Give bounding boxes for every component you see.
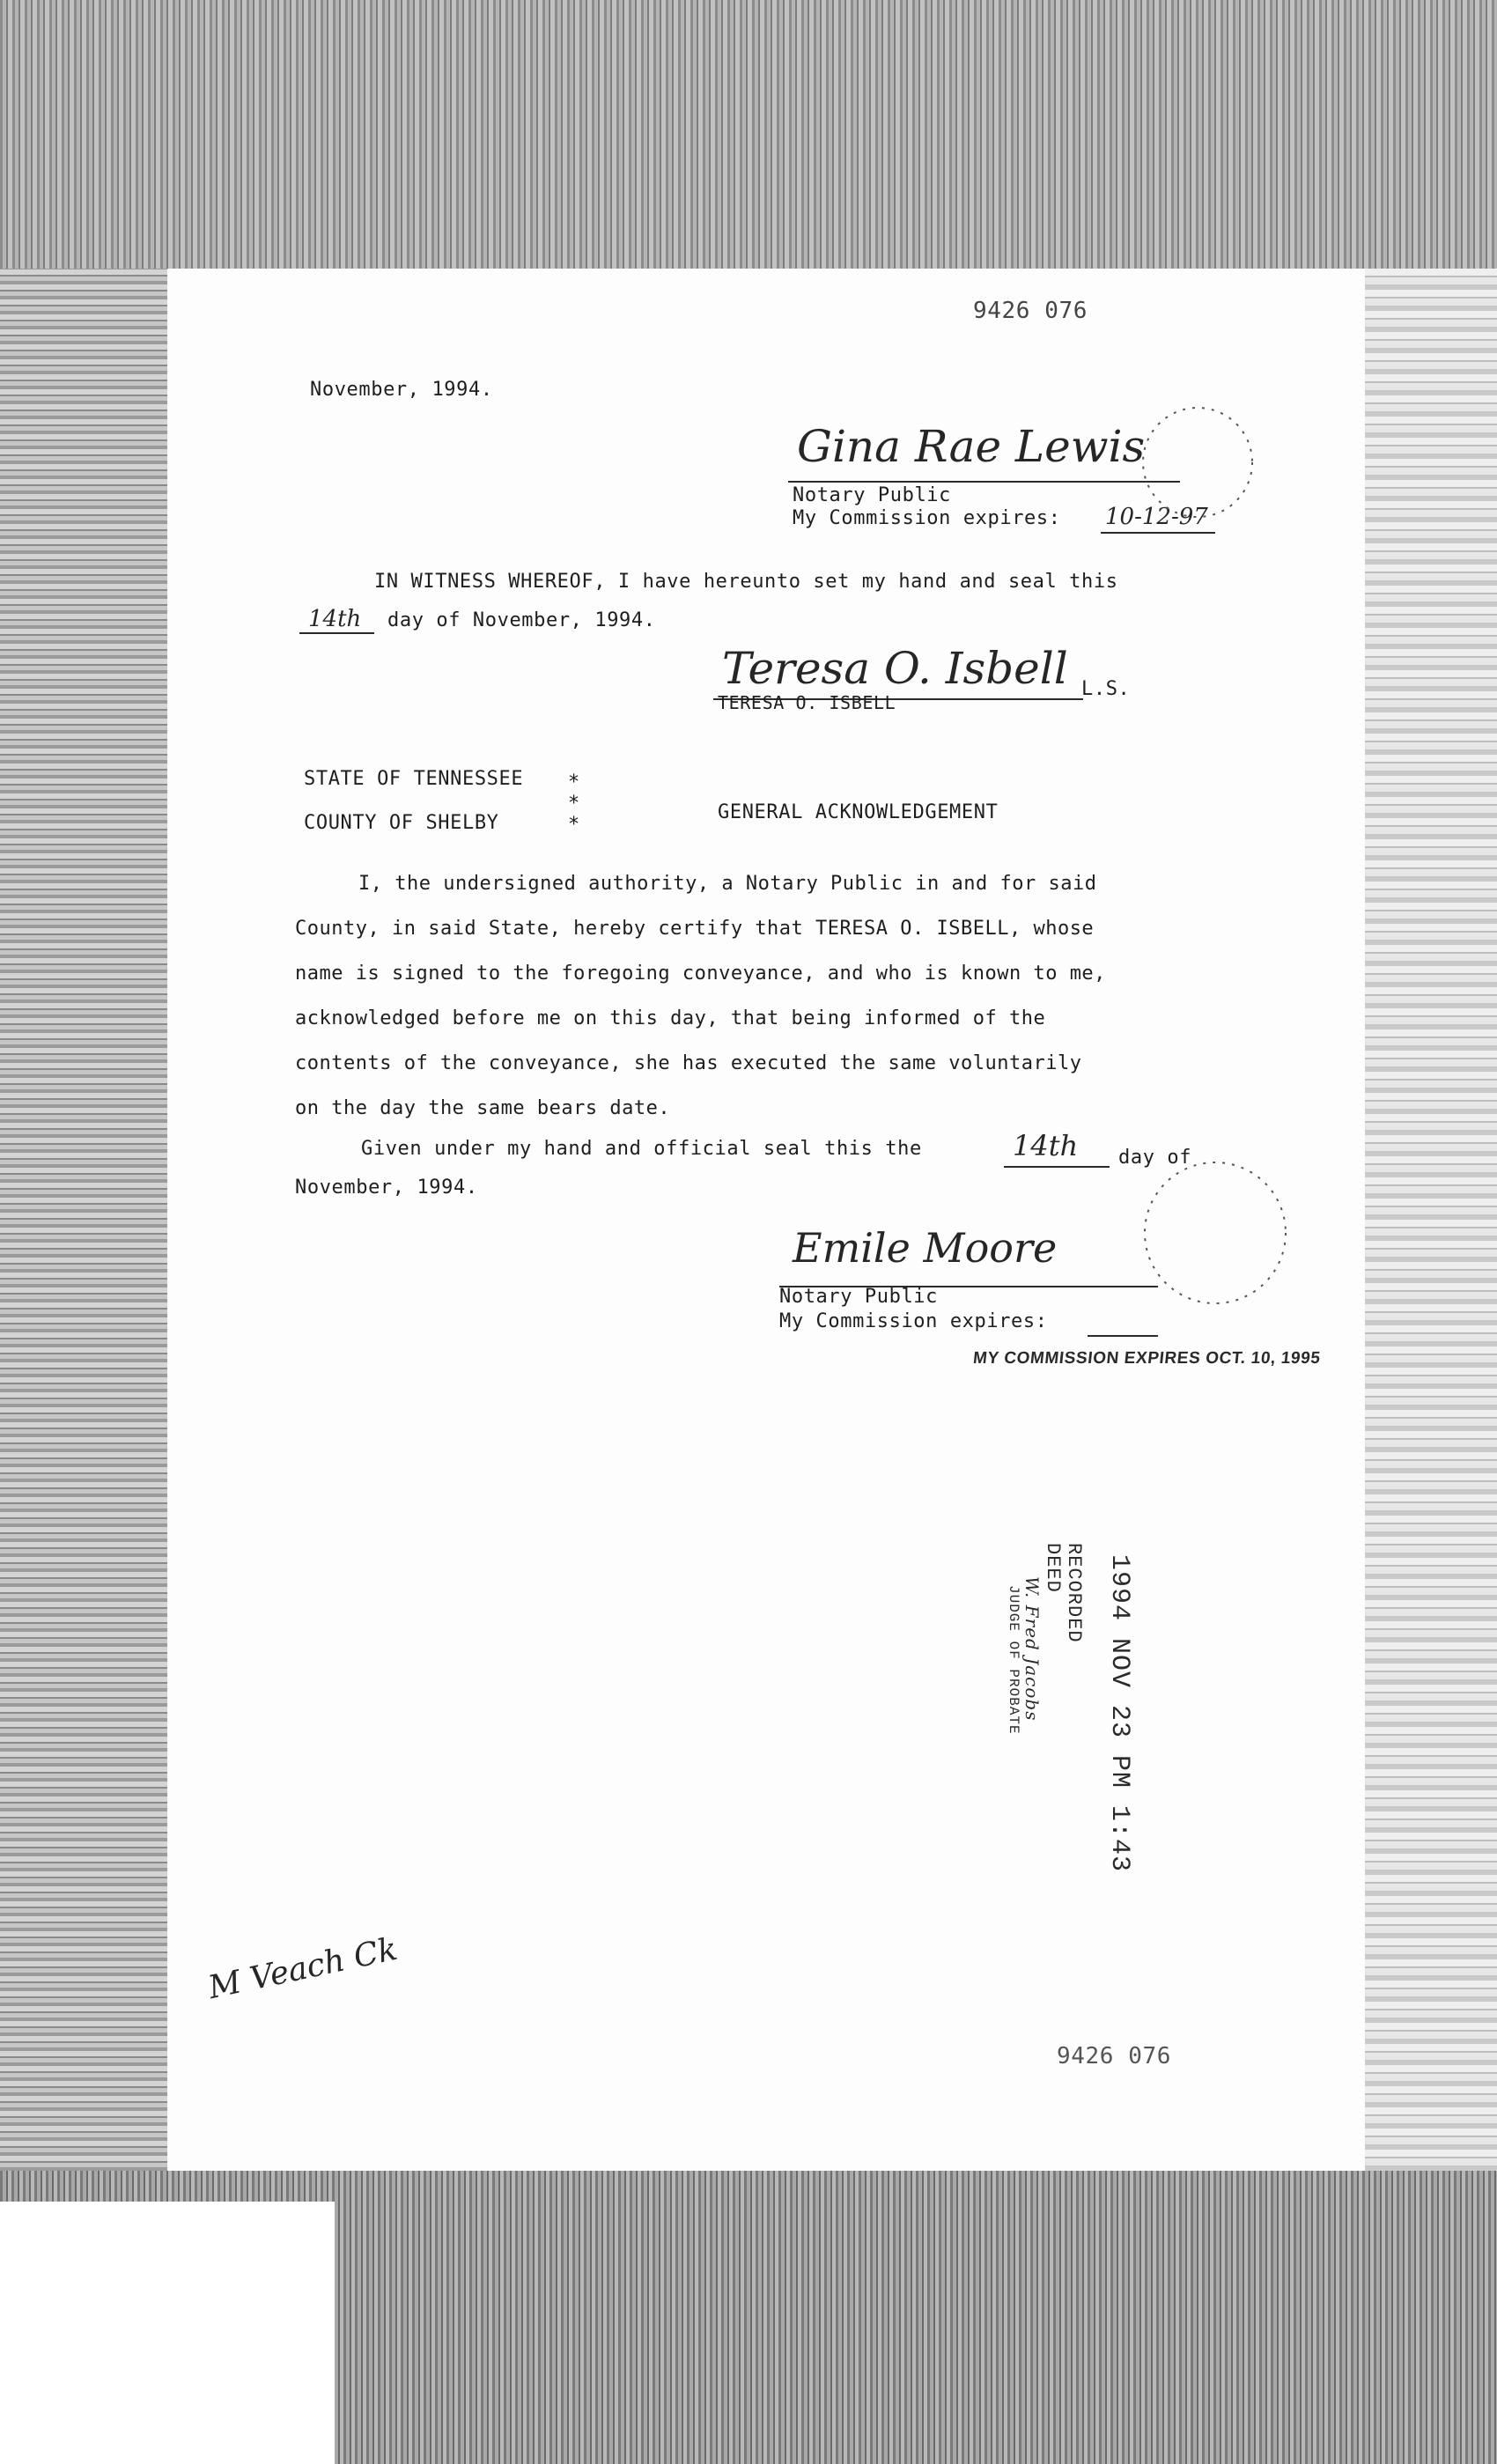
commission-value-1: 10-12-97	[1105, 504, 1208, 530]
signature-line-1	[788, 481, 1180, 483]
recording-stamp-line5: JUDGE OF PROBATE	[1006, 1585, 1021, 1735]
paragraph-line: on the day the same bears date.	[295, 1097, 671, 1119]
scan-noise-top	[0, 0, 1497, 269]
page-number-bottom: 9426 076	[1057, 2043, 1172, 2069]
recording-stamp-line3: DEED	[1042, 1543, 1064, 1593]
witness-day: 14th	[308, 606, 362, 632]
notary-title-2: Notary Public	[779, 1286, 938, 1308]
county-asterisk-1: *	[568, 793, 580, 815]
state-asterisk: *	[568, 771, 580, 793]
county-asterisk-2: *	[568, 814, 580, 836]
paragraph-line: contents of the conveyance, she has executed the same voluntarily	[295, 1052, 1082, 1074]
commission-label-2: My Commission expires:	[779, 1310, 1048, 1332]
given-line: Given under my hand and official seal this the	[361, 1138, 922, 1160]
county-label: COUNTY OF SHELBY	[304, 812, 499, 834]
commission-stamp: MY COMMISSION EXPIRES OCT. 10, 1995	[971, 1349, 1322, 1368]
given-month: November, 1994.	[295, 1177, 478, 1199]
witness-line-2: day of November, 1994.	[387, 609, 656, 631]
notary-signature-1: Gina Rae Lewis	[797, 421, 1146, 472]
given-day: 14th	[1013, 1129, 1079, 1162]
witness-line-1: IN WITNESS WHEREOF, I have hereunto set my hand and seal this	[374, 571, 1118, 593]
page-number-top: 9426 076	[973, 298, 1088, 324]
grantor-printed-name: TERESA O. ISBELL	[718, 692, 896, 713]
notary-signature-2: Emile Moore	[793, 1224, 1058, 1272]
notary-seal-1	[1136, 401, 1259, 524]
notary-seal-2	[1136, 1154, 1294, 1312]
commission-line-1	[1101, 532, 1215, 534]
commission-line-2	[1088, 1335, 1158, 1337]
margin-initials: M Veach Ck	[205, 1930, 401, 2007]
scan-noise-left	[0, 269, 167, 2171]
given-day-suffix: day of	[1118, 1147, 1192, 1169]
notary-title-1: Notary Public	[793, 484, 951, 506]
date-line: November, 1994.	[310, 379, 493, 401]
acknowledgement-heading: GENERAL ACKNOWLEDGEMENT	[718, 801, 999, 823]
scan-noise-right	[1365, 269, 1497, 2171]
witness-day-line	[299, 632, 374, 634]
given-day-line	[1004, 1166, 1110, 1168]
recording-stamp-line1: 1994 NOV 23 PM 1:43	[1104, 1554, 1134, 1873]
recording-stamp-line4: W. Fred Jacobs	[1021, 1576, 1043, 1722]
paragraph-line: acknowledged before me on this day, that being informed of the	[295, 1007, 1046, 1029]
recording-stamp-line2: RECORDED	[1063, 1543, 1085, 1643]
paragraph-line: County, in said State, hereby certify that TERESA O. ISBELL, whose	[295, 918, 1095, 940]
ls-label: L.S.	[1081, 678, 1131, 700]
acknowledgement-paragraph	[295, 861, 1106, 1131]
grantor-signature: Teresa O. Isbell	[722, 643, 1068, 694]
scan-noise-bottom-left	[0, 2202, 335, 2464]
paragraph-line: name is signed to the foregoing conveyance, and who is known to me,	[295, 963, 1106, 985]
paragraph-line: I, the undersigned authority, a Notary Public in and for said	[358, 873, 1097, 895]
commission-label-1: My Commission expires:	[793, 507, 1061, 529]
state-label: STATE OF TENNESSEE	[304, 768, 524, 790]
